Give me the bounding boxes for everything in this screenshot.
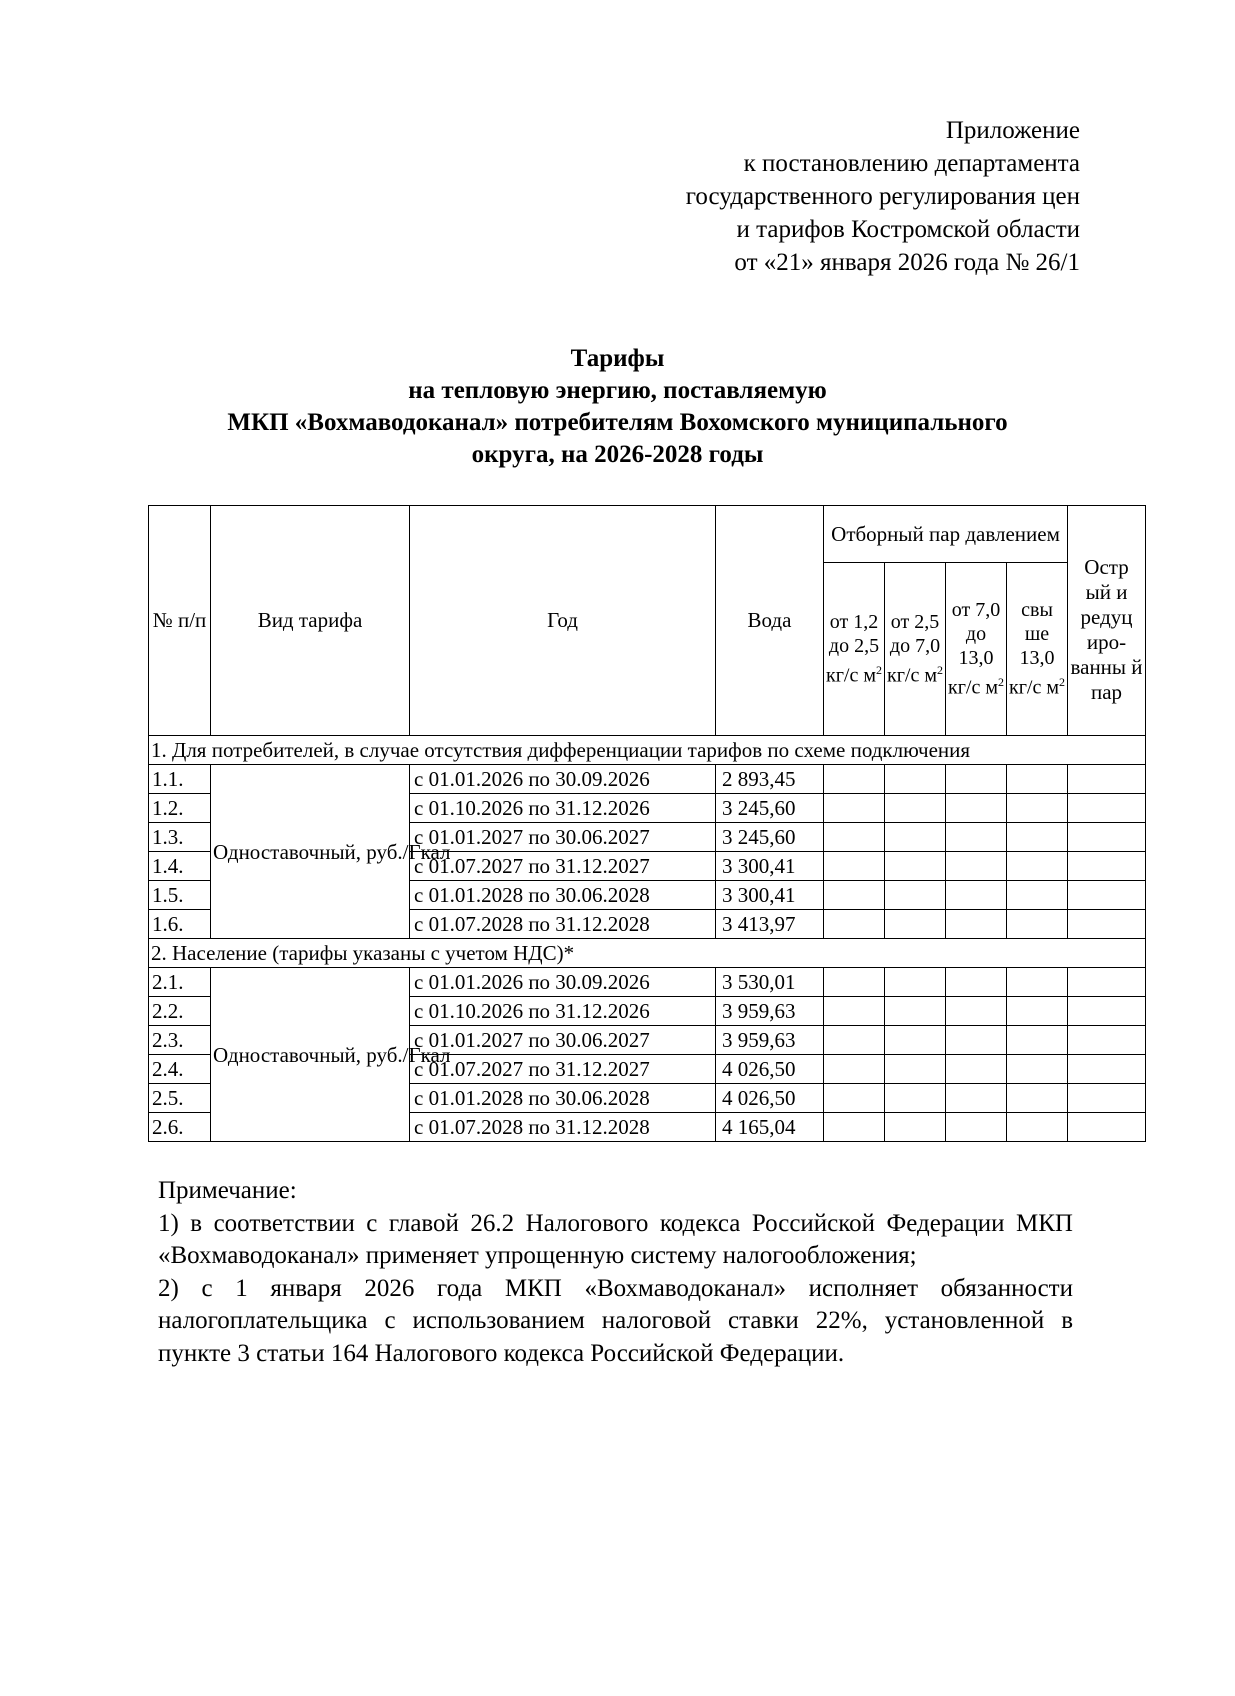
row-num: 2.6. — [149, 1113, 211, 1142]
row-num: 1.6. — [149, 910, 211, 939]
row-period: с 01.01.2028 по 30.06.2028 — [410, 1084, 716, 1113]
row-period: с 01.07.2028 по 31.12.2028 — [410, 1113, 716, 1142]
column-header-steam-1: от 1,2 до 2,5 кг/с $м^2$ — [824, 563, 885, 736]
header-line: к постановлению департамента — [743, 150, 1080, 177]
row-water-value: 3 245,60 — [716, 794, 824, 823]
header-line: от «21» января 2026 года № 26/1 — [734, 249, 1080, 276]
row-water-value: 4 026,50 — [716, 1055, 824, 1084]
tariff-kind: Одноставочный, руб./Гкал — [211, 968, 410, 1142]
document-title — [0, 343, 1235, 471]
row-period: с 01.01.2028 по 30.06.2028 — [410, 881, 716, 910]
header-line: государственного регулирования цен — [685, 183, 1080, 210]
title-line: округа, на 2026-2028 годы — [471, 441, 764, 468]
title-line: Тарифы — [570, 345, 665, 372]
tariff-table — [148, 505, 1146, 1142]
row-water-value: 3 300,41 — [716, 852, 824, 881]
row-period: с 01.07.2027 по 31.12.2027 — [410, 1055, 716, 1084]
column-header-steam-4: свы ше 13,0 кг/с $м^2$ — [1007, 563, 1068, 736]
column-header-kind: Вид тарифа — [211, 506, 410, 736]
row-num: 1.5. — [149, 881, 211, 910]
row-water-value: 2 893,45 — [716, 765, 824, 794]
header-line: и тарифов Костромской области — [736, 216, 1080, 243]
note-item: 1) в соответствии с главой 26.2 Налогового кодекса Российской Федерации МКП «Вохмаводоканал» применяет упрощенную систему налогообложения; — [158, 1209, 1073, 1269]
tariff-kind: Одноставочный, руб./Гкал — [211, 765, 410, 939]
row-num: 2.5. — [149, 1084, 211, 1113]
note-item: 2) с 1 января 2026 года МКП «Вохмаводоканал» исполняет обязанности налогоплательщика с использованием налоговой ставки 22%, установленной в пункте 3 статьи 164 Налогового кодекса Российской Федерации. — [158, 1274, 1073, 1367]
row-water-value: 3 959,63 — [716, 997, 824, 1026]
row-period: с 01.10.2026 по 31.12.2026 — [410, 794, 716, 823]
header-line: Приложение — [945, 117, 1080, 144]
row-period: с 01.01.2027 по 30.06.2027 — [410, 1026, 716, 1055]
column-header-steam-2: от 2,5 до 7,0 кг/с $м^2$ — [885, 563, 946, 736]
row-water-value: 3 959,63 — [716, 1026, 824, 1055]
row-water-value: 4 026,50 — [716, 1084, 824, 1113]
row-num: 2.1. — [149, 968, 211, 997]
row-water-value: 3 245,60 — [716, 823, 824, 852]
column-header-sharp-steam: Остр ый и редуц иро- ванны й пар — [1068, 506, 1146, 736]
row-num: 1.4. — [149, 852, 211, 881]
row-num: 1.2. — [149, 794, 211, 823]
table-row — [149, 765, 1146, 794]
row-water-value: 3 413,97 — [716, 910, 824, 939]
row-period: с 01.01.2026 по 30.09.2026 — [410, 765, 716, 794]
notes-block — [158, 1175, 1073, 1370]
row-period: с 01.01.2026 по 30.09.2026 — [410, 968, 716, 997]
title-line: на тепловую энергию, поставляемую — [408, 377, 827, 404]
column-header-steam-3: от 7,0 до 13,0 кг/с $м^2$ — [946, 563, 1007, 736]
row-water-value: 3 300,41 — [716, 881, 824, 910]
title-line: МКП «Вохмаводоканал» потребителям Вохомского муниципального — [227, 409, 1008, 436]
column-header-steam-group: Отборный пар давлением — [824, 506, 1068, 563]
row-period: с 01.07.2028 по 31.12.2028 — [410, 910, 716, 939]
column-header-year: Год — [410, 506, 716, 736]
row-num: 2.2. — [149, 997, 211, 1026]
row-num: 2.3. — [149, 1026, 211, 1055]
section-title: 1. Для потребителей, в случае отсутствия дифференциации тарифов по схеме подключения — [149, 736, 1146, 765]
column-header-water: Вода — [716, 506, 824, 736]
row-num: 2.4. — [149, 1055, 211, 1084]
row-period: с 01.01.2027 по 30.06.2027 — [410, 823, 716, 852]
notes-heading: Примечание: — [158, 1177, 297, 1204]
column-header-num: № п/п — [149, 506, 211, 736]
row-num: 1.3. — [149, 823, 211, 852]
row-num: 1.1. — [149, 765, 211, 794]
appendix-header — [686, 114, 1080, 279]
row-water-value: 4 165,04 — [716, 1113, 824, 1142]
section-title: 2. Население (тарифы указаны с учетом НДС)* — [149, 939, 1146, 968]
table-row — [149, 968, 1146, 997]
row-period: с 01.07.2027 по 31.12.2027 — [410, 852, 716, 881]
row-water-value: 3 530,01 — [716, 968, 824, 997]
row-period: с 01.10.2026 по 31.12.2026 — [410, 997, 716, 1026]
